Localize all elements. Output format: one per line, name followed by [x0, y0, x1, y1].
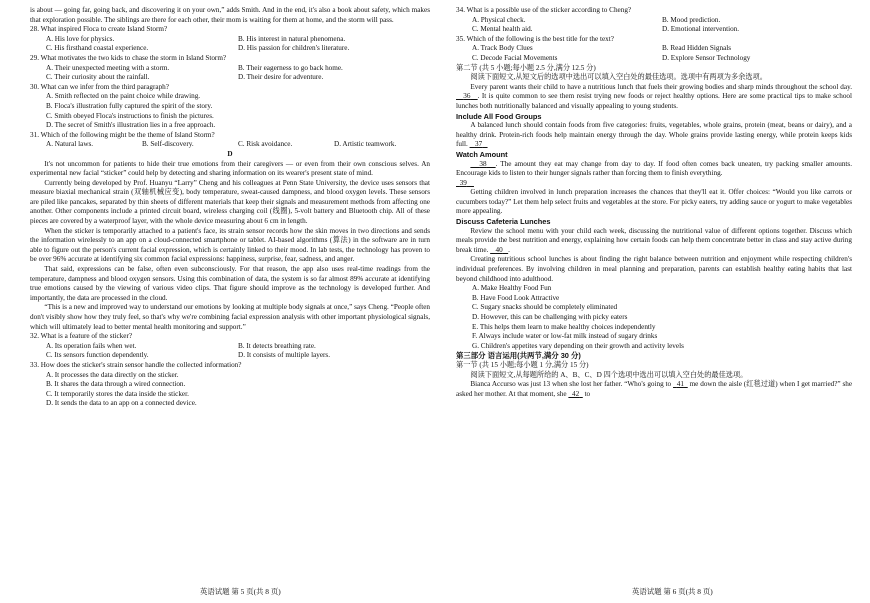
question-stem: 28. What inspired Floca to create Island Storm? [30, 25, 168, 34]
option-b: B. Their eagerness to go back home. [238, 63, 343, 72]
option-d: D. Their desire for adventure. [238, 73, 324, 82]
passage-d-paragraph-3: When the sticker is temporarily attached to a patient's face, its strain sensor records how the skin moves in two directions and sends the information wirelessly to an app on a cloud-connected smartphone or tablet. AI-based algorithms (算法) in the software are in turn able to figure out the person's current facial expression, which is certainly linked to their mood. In lab tests, the technology has proven to be over 96% accurate at identifying six common facial expressions: happiness, surprise, fear, sadness, and anger. [30, 226, 430, 264]
intro-paragraph: is about — going far, going back, and discovering it on your own,” adds Smith. And in the end, it's also a book about safety, which makes that exploration possible. The siblings are there for each other, their mom is waiting for them at home, and the storm will pass. [30, 6, 430, 24]
option-d: D. Explore Sensor Technology [662, 53, 751, 62]
option-c: C. Mental health aid. [472, 25, 533, 34]
option-b: B. Self-discovery. [142, 140, 194, 149]
option-a: A. His love for physics. [46, 34, 115, 43]
cloze-paragraph-6: Creating nutritious school lunches is about finding the right balance between nutrition and enjoyment while respecting children's individual preferences. By involving children in meal planning and preparation, parents can establish healthy eating habits that last beyond childhood into adulthood. [456, 255, 852, 283]
cloze-paragraph-5: Review the school menu with your child each week, discussing the nutritional value of different options together. Discuss which meals provide the best nutrition and energy, explaining how certain foods can help them concentrate better in class and stay active during break time. 40 . [456, 226, 852, 254]
section-1-title: 第一节 (共 15 小题;每小题 1 分,满分 15 分) [456, 360, 589, 369]
option-d: D. The secret of Smith's illustration lies in a free approach. [46, 121, 216, 130]
subheading-include-food-groups: Include All Food Groups [456, 111, 542, 121]
option-b: B. Have Food Look Attractive [472, 293, 560, 302]
text: Every parent wants their child to have a nutritious lunch that fuels their growing bodies and sharp minds throughout the school day. [470, 82, 852, 91]
question-30 [30, 83, 430, 131]
option-d: D. It consists of multiple layers. [238, 351, 331, 360]
option-b: B. It detects breathing rate. [238, 341, 316, 350]
option-b: B. Floca's illustration fully captured the spirit of the story. [46, 101, 213, 110]
option-c: C. Smith obeyed Floca's instructions to finish the pictures. [46, 111, 214, 120]
question-31 [30, 131, 430, 150]
question-28 [30, 25, 430, 54]
option-b: B. Read Hidden Signals [662, 44, 732, 53]
left-column [30, 6, 430, 409]
option-a: A. It processes the data directly on the sticker. [46, 370, 179, 379]
options-list [456, 284, 852, 351]
text: . It is quite common to see them resist trying new foods or reject healthy options. Here are some practical tips to make school lunches both nutritionally balanced and visually appealing to young students. [456, 92, 853, 110]
option-c: C. It temporarily stores the data inside the sticker. [46, 389, 189, 398]
option-c: C. Its sensors function dependently. [46, 351, 149, 360]
blank-41 [673, 380, 688, 388]
question-32 [30, 332, 430, 361]
option-c: C. His firsthand coastal experience. [46, 44, 149, 53]
blank-40 [490, 246, 508, 254]
option-e: E. This helps them learn to make healthy choices independently [472, 322, 656, 331]
question-stem: 33. How does the sticker's strain sensor handle the collected information? [30, 360, 242, 369]
blank-number: 40 [495, 245, 503, 254]
option-c: C. Their curiosity about the rainfall. [46, 73, 150, 82]
option-c: C. Sugary snacks should be completely eliminated [472, 303, 618, 312]
option-a: A. Its operation fails when wet. [46, 341, 137, 350]
cloze-paragraph-7 [456, 380, 852, 399]
option-a: A. Their unexpected meeting with a storm. [46, 63, 170, 72]
cloze-paragraph-2 [456, 121, 852, 150]
page-footer-left: 英语试题 第 5 页(共 8 页) [200, 587, 281, 596]
question-stem: 34. What is a possible use of the sticker according to Cheng? [456, 6, 632, 14]
passage-d-paragraph-4: That said, expressions can be false, often even subconsciously. For that reason, the app also uses real-time readings from the temperature, dampness and blood oxygen sensors. Using this combination of data, the system is so far almost 89% accurate at identifying true emotions caused by the viewing of various video clips. That figure should improve as the technology is developed further. And importantly, the data are processed in the cloud. [30, 265, 430, 302]
question-29 [30, 54, 430, 83]
text: A balanced lunch should contain foods from five categories: fruits, vegetables, whole grains, protein (meat, beans or dairy), and a healthy drink. Protein-rich foods help maintain energy through the day. Whole grains provide lasting energy, while protein keeps kids full. [456, 121, 852, 149]
option-d: D. However, this can be challenging with picky eaters [472, 313, 628, 321]
cloze-paragraph-3 [456, 160, 852, 179]
option-b: B. Mood prediction. [662, 15, 721, 24]
question-34 [456, 6, 852, 35]
blank-42 [568, 390, 582, 398]
text: to [584, 389, 591, 398]
question-33 [30, 361, 430, 409]
page-footer-right: 英语试题 第 6 页(共 8 页) [632, 587, 713, 596]
blank-number: 36 [463, 92, 471, 101]
question-stem: 32. What is a feature of the sticker? [30, 332, 133, 341]
section-2-instructions: 阅读下面短文,从短文后的选项中选出可以填入空白处的最佳选项。选项中有两项为多余选项。 [470, 73, 767, 82]
option-c: C. Risk avoidance. [238, 140, 293, 149]
subheading-watch-amount: Watch Amount [456, 149, 508, 159]
passage-d-paragraph-1: It's not uncommon for patients to hide their true emotions from their caregivers — or even from their own conscious selves. An experimental new facial “sticker” could help by detecting and sharing information on its wearer's present state of mind. [30, 159, 430, 178]
text: me down the aisle (红毯过道) when I get married?” she asked her mother. At that moment, she [456, 380, 853, 398]
question-stem: 30. What can we infer from the third paragraph? [30, 82, 169, 91]
blank-39-line [456, 179, 852, 189]
text: Review the school menu with your child each week, discussing the nutritional value of different options together. Discuss which meals provide the best nutrition and energy, explaining how certain foods can help them concentrate better in class and stay active during break time. [456, 226, 852, 254]
blank-number: 39 [459, 178, 467, 187]
option-b: B. It shares the data through a wired connection. [46, 380, 186, 389]
section-d-heading: D [227, 149, 233, 158]
part-3-title: 第三部分 语言运用(共两节,满分 30 分) [456, 351, 581, 361]
blank-38 [470, 160, 495, 168]
passage-d-paragraph-5: “This is a new and improved way to understand our emotions by looking at multiple body signals at once,” says Cheng. “People often don't visibly show how they truly feel, so that's why we're combining facial expression analysis with other important physiological signals, which will ultimately lead to better mental health monitoring and support.” [30, 303, 430, 331]
right-column [456, 6, 852, 399]
section-1-instructions: 阅读下面短文,从每题所给的 A、B、C、D 四个选项中选出可以填入空白处的最佳选项。 [470, 370, 748, 379]
cloze-paragraph-4: Getting children involved in lunch preparation increases the chances that they'll eat it. Offer choices: “Would you like carrots or cucumbers today?” Let them help select fruits and vegetables at the store. For picky eaters, try adding sauce or yogurt to make vegetables more appealing. [456, 188, 852, 216]
option-d: D. His passion for children's literature. [238, 44, 350, 53]
option-f: F. Always include water or low-fat milk instead of sugary drinks [472, 332, 658, 341]
blank-number: 41 [676, 380, 684, 389]
blank-37 [470, 140, 488, 148]
question-stem: 31. Which of the following might be the theme of Island Storm? [30, 130, 215, 139]
blank-39 [456, 179, 474, 187]
passage-d-paragraph-2: Currently being developed by Prof. Huanyu “Larry” Cheng and his colleagues at Penn State University, the device uses sensors that measure biaxial mechanical strain (双轴机械应变), body temperature, sweat-caused dampness, and blood oxygen levels. These sensors are piled like pancakes, separated by thin sheets of different materials that keep their signals and measurement methods from affecting one another. Other components include a printed circuit board, wireless charging coil (线圈), 5-volt battery and Bluetooth chip. All of these pieces are covered by a waterproof layer, with the whole device measuring about 6 cm in length. [30, 178, 430, 226]
question-35 [456, 35, 852, 64]
blank-number: 42 [571, 389, 580, 398]
option-d: D. Artistic teamwork. [334, 140, 397, 149]
option-a: A. Track Body Clues [472, 44, 533, 53]
section-2-title: 第二节 (共 5 小题;每小题 2.5 分,满分 12.5 分) [456, 63, 596, 72]
text: . The amount they eat may change from day to day. If food often comes back uneaten, try packing smaller amounts. Encourage kids to listen to their hunger signals rather than forcing them to finish everything. [456, 159, 853, 178]
blank-36 [456, 92, 478, 100]
option-a: A. Natural laws. [46, 140, 94, 149]
option-a: A. Make Healthy Food Fun [472, 284, 552, 293]
text: Bianca Accurso was just 13 when she lost her father. “Who's going to [470, 380, 672, 389]
question-stem: 35. Which of the following is the best title for the text? [456, 34, 614, 43]
option-b: B. His interest in natural phenomena. [238, 34, 346, 43]
blank-number: 38 [479, 159, 487, 168]
option-g: G. Children's appetites vary depending on their growth and activity levels [472, 341, 684, 350]
blank-number: 37 [474, 140, 483, 149]
cloze-paragraph-1 [456, 83, 852, 112]
option-a: A. Smith reflected on the paint choice while drawing. [46, 92, 201, 101]
question-stem: 29. What motivates the two kids to chase the storm in Island Storm? [30, 53, 227, 62]
option-d: D. It sends the data to an app on a connected device. [46, 399, 197, 408]
option-d: D. Emotional intervention. [662, 25, 740, 34]
option-c: C. Decode Facial Movements [472, 53, 558, 62]
option-a: A. Physical check. [472, 15, 526, 24]
subheading-cafeteria-lunches: Discuss Cafeteria Lunches [456, 217, 551, 227]
